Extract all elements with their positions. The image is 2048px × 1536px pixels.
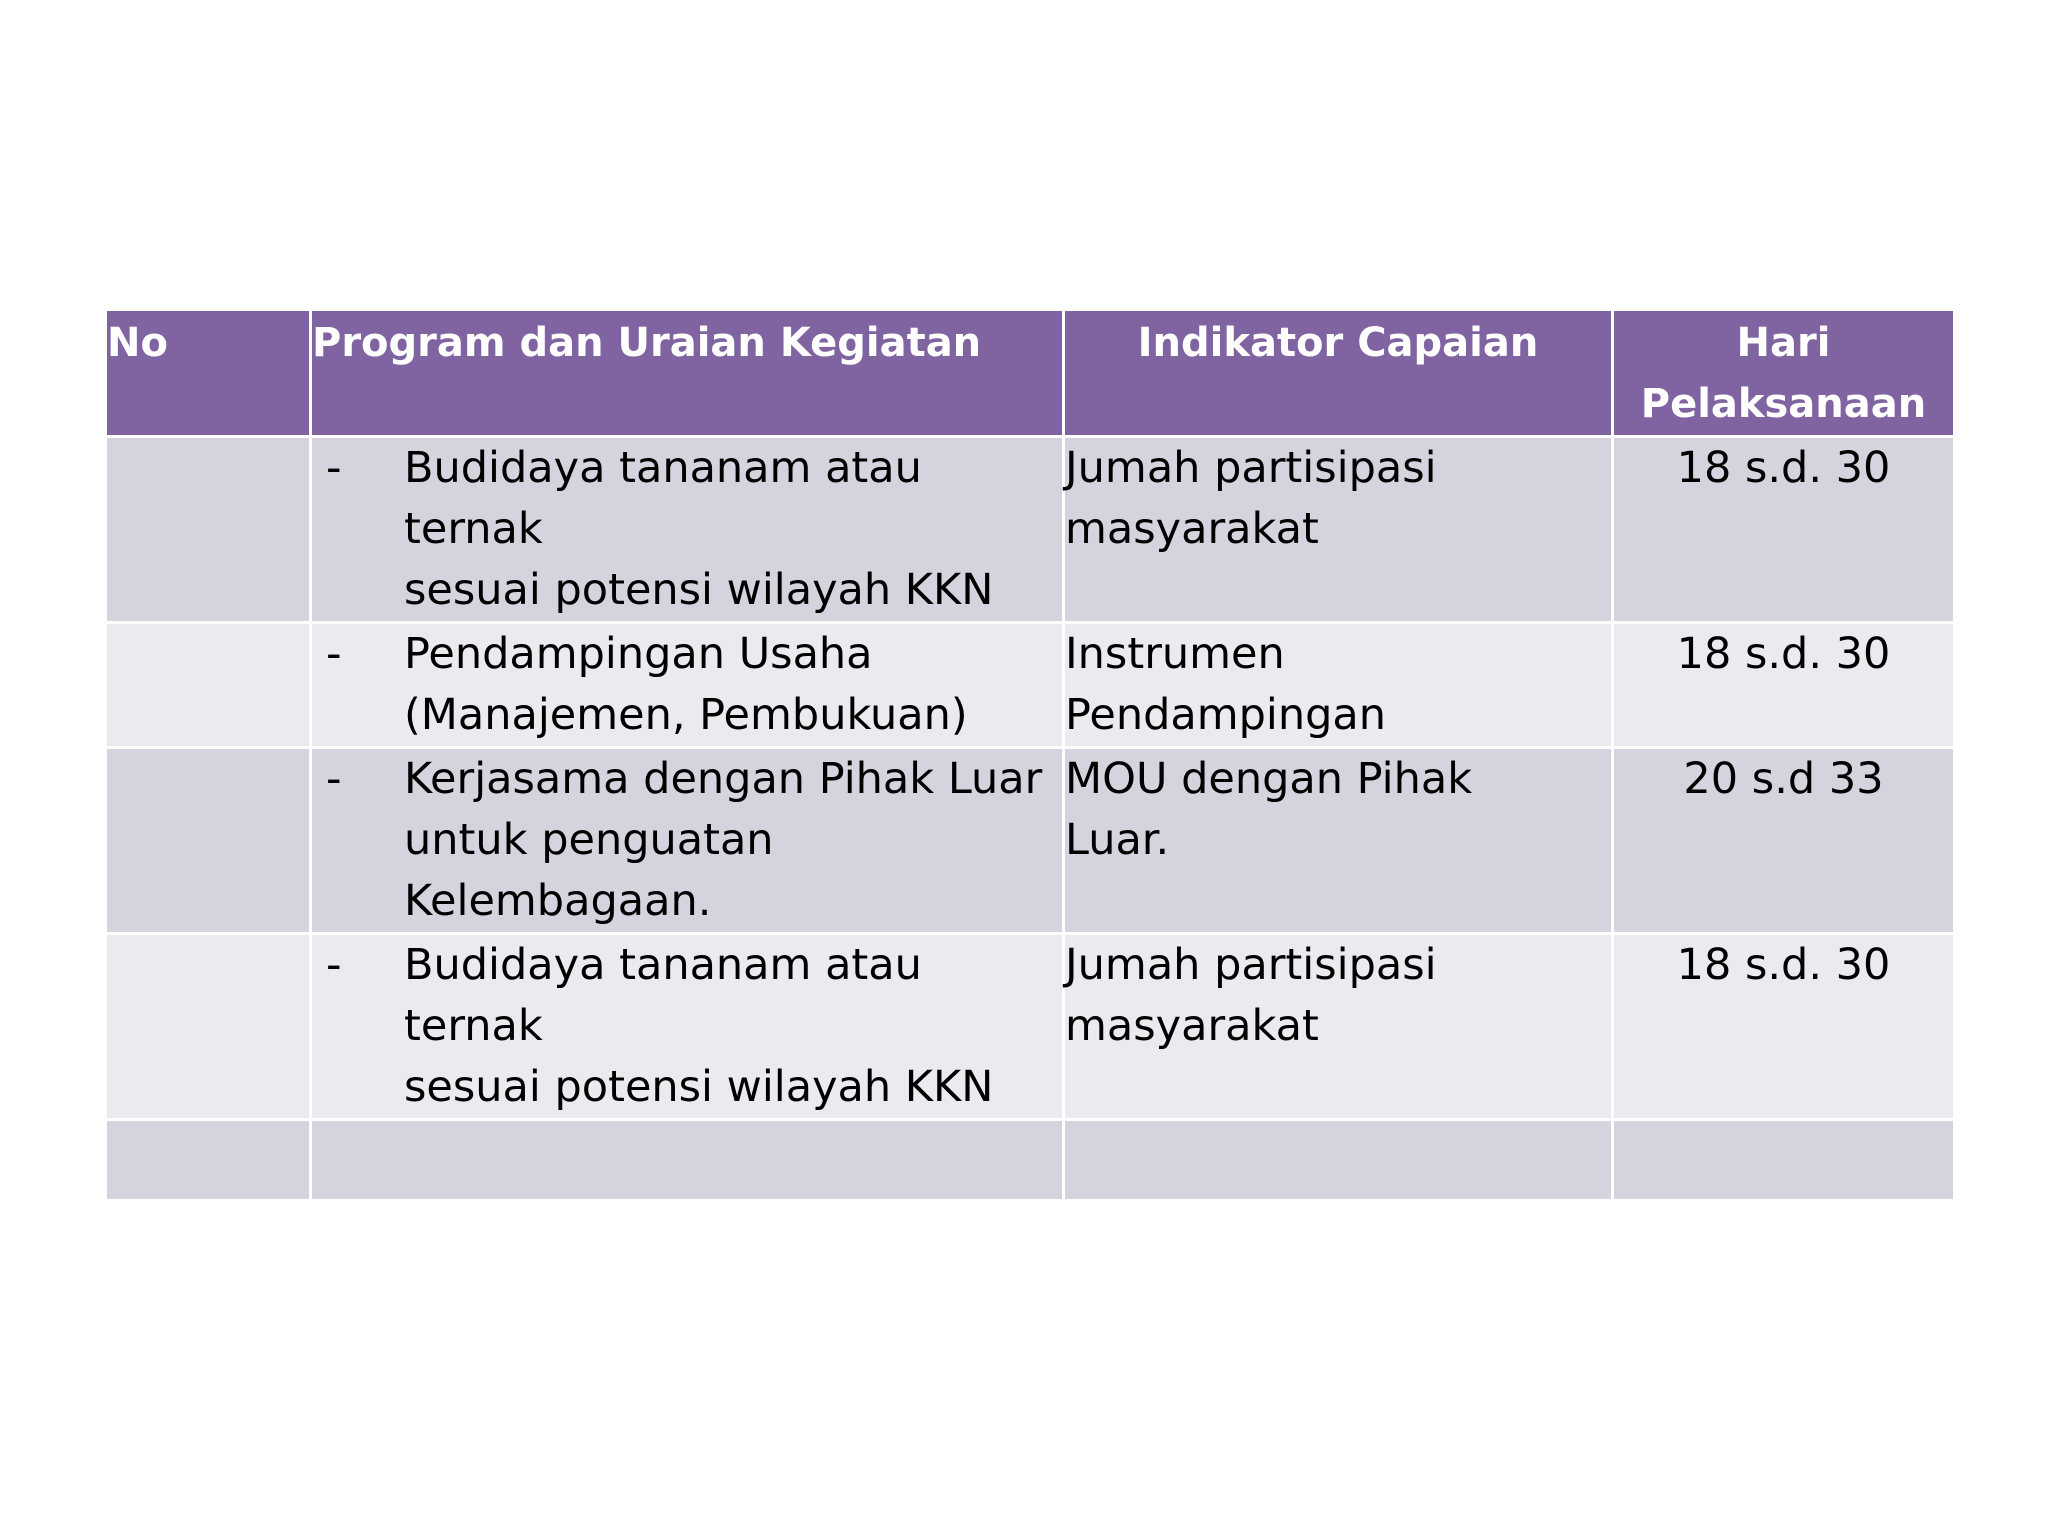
cell-no [106,437,311,623]
table-row [106,934,1955,1120]
table-row-empty [106,1120,1955,1201]
table-row [106,748,1955,934]
cell-program: - Budidaya tananam atau ternak sesuai potensi wilayah KKN [311,934,1064,1120]
header-indicator: Indikator Capaian [1064,310,1613,437]
cell-no [106,934,311,1120]
cell-no [106,623,311,748]
table-row [106,437,1955,623]
header-program: Program dan Uraian Kegiatan [311,310,1064,437]
cell-indicator: Jumah partisipasi masyarakat [1064,437,1613,623]
cell-no [106,1120,311,1201]
cell-days: 18 s.d. 30 [1613,934,1955,1120]
cell-days: 18 s.d. 30 [1613,623,1955,748]
cell-days: 20 s.d 33 [1613,748,1955,934]
bullet-dash: - [326,629,342,679]
cell-program [311,1120,1064,1201]
bullet-dash: - [326,443,342,493]
cell-program: - Kerjasama dengan Pihak Luar untuk penguatan Kelembagaan. [311,748,1064,934]
bullet-dash: - [326,754,342,804]
bullet-dash: - [326,940,342,990]
cell-indicator: Jumah partisipasi masyarakat [1064,934,1613,1120]
header-days: Hari Pelaksanaan [1613,310,1955,437]
cell-days: 18 s.d. 30 [1613,437,1955,623]
activity-table [104,308,1956,1202]
cell-days [1613,1120,1955,1201]
cell-indicator: MOU dengan Pihak Luar. [1064,748,1613,934]
table-header-row [106,310,1955,437]
header-no: No [106,310,311,437]
cell-program: - Pendampingan Usaha (Manajemen, Pembukuan) [311,623,1064,748]
cell-no [106,748,311,934]
table-row [106,623,1955,748]
cell-indicator [1064,1120,1613,1201]
cell-program: - Budidaya tananam atau ternak sesuai potensi wilayah KKN [311,437,1064,623]
cell-indicator: Instrumen Pendampingan [1064,623,1613,748]
